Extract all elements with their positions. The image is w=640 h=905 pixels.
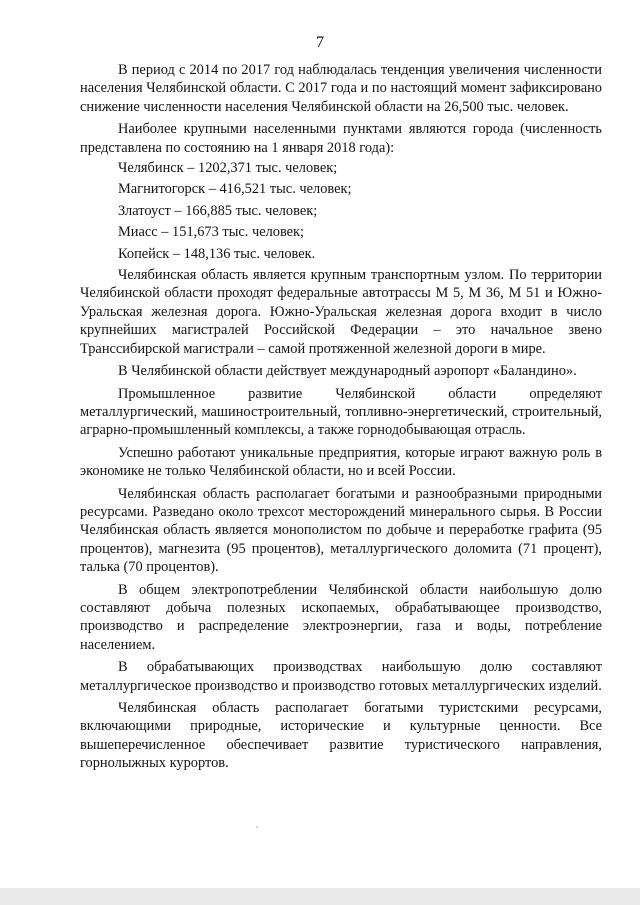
list-item: Златоуст – 166,885 тыс. человек; <box>118 202 318 219</box>
paragraph-largest-cities: Наиболее крупными населенными пунктами являются города (численность представлена по состоянию на 1 января 2018 года): <box>80 121 602 156</box>
list-item: Магнитогорск – 416,521 тыс. человек; <box>118 181 352 198</box>
scan-bottom-edge <box>0 888 640 905</box>
paragraph-natural-resources: Челябинская область располагает богатыми и разнообразными природными ресурсами. Разведано около трехсот месторождений минерального сырья. В России Челябинская область является монополистом по добыче и переработке графита (95 процентов), магнезита (95 процентов), металлургического доломита (71 процент), талька (70 процентов). <box>80 485 602 576</box>
document-body <box>80 61 602 777</box>
paragraph-industry: Промышленное развитие Челябинской области определяют металлургический, машиностроительный, топливно-энергетический, строительный, аграрно-промышленный комплексы, а также горнодобывающая отрасль. <box>80 385 602 439</box>
page-number: 7 <box>316 34 324 51</box>
paragraph-enterprises: Успешно работают уникальные предприятия, которые играют важную роль в экономике не только Челябинской области, но и всей России. <box>80 444 602 480</box>
city-population-list <box>80 159 602 263</box>
paragraph-population-trend: В период с 2014 по 2017 год наблюдалась тенденция увеличения численности населения Челябинской области. С 2017 года и по настоящий момент зафиксировано снижение численности населения Челябинской области на 26,500 тыс. человек. <box>80 62 602 115</box>
scan-speck <box>256 826 258 828</box>
paragraph-transport: Челябинская область является крупным транспортным узлом. По территории Челябинской области проходят федеральные автотрассы М 5, М 36, М 51 и Южно-Уральская железная дорога. Южно-Уральская железная дорога входит в число крупнейших магистралей Российской Федерации – это начальное звено Транссибирской магистрали – самой протяженной железной дороги в мире. <box>80 267 602 357</box>
paragraph-manufacturing: В обрабатывающих производствах наибольшую долю составляют металлургическое производство и производство готовых металлургических изделий. <box>80 659 602 694</box>
list-item: Копейск – 148,136 тыс. человек. <box>118 245 316 262</box>
paragraph-electricity: В общем электропотреблении Челябинской области наибольшую долю составляют добыча полезных ископаемых, обрабатывающее производство, производство и распределение электроэнергии, газа и воды, потребление населением. <box>80 581 602 653</box>
paragraph-tourism: Челябинская область располагает богатыми туристскими ресурсами, включающими природные, исторические и культурные ценности. Все вышеперечисленное обеспечивает развитие туристического направления, горнолыжных курортов. <box>80 700 602 772</box>
list-item: Миасс – 151,673 тыс. человек; <box>118 224 305 241</box>
paragraph-airport: В Челябинской области действует международный аэропорт «Баландино». <box>118 363 577 380</box>
list-item: Челябинск – 1202,371 тыс. человек; <box>118 160 338 177</box>
